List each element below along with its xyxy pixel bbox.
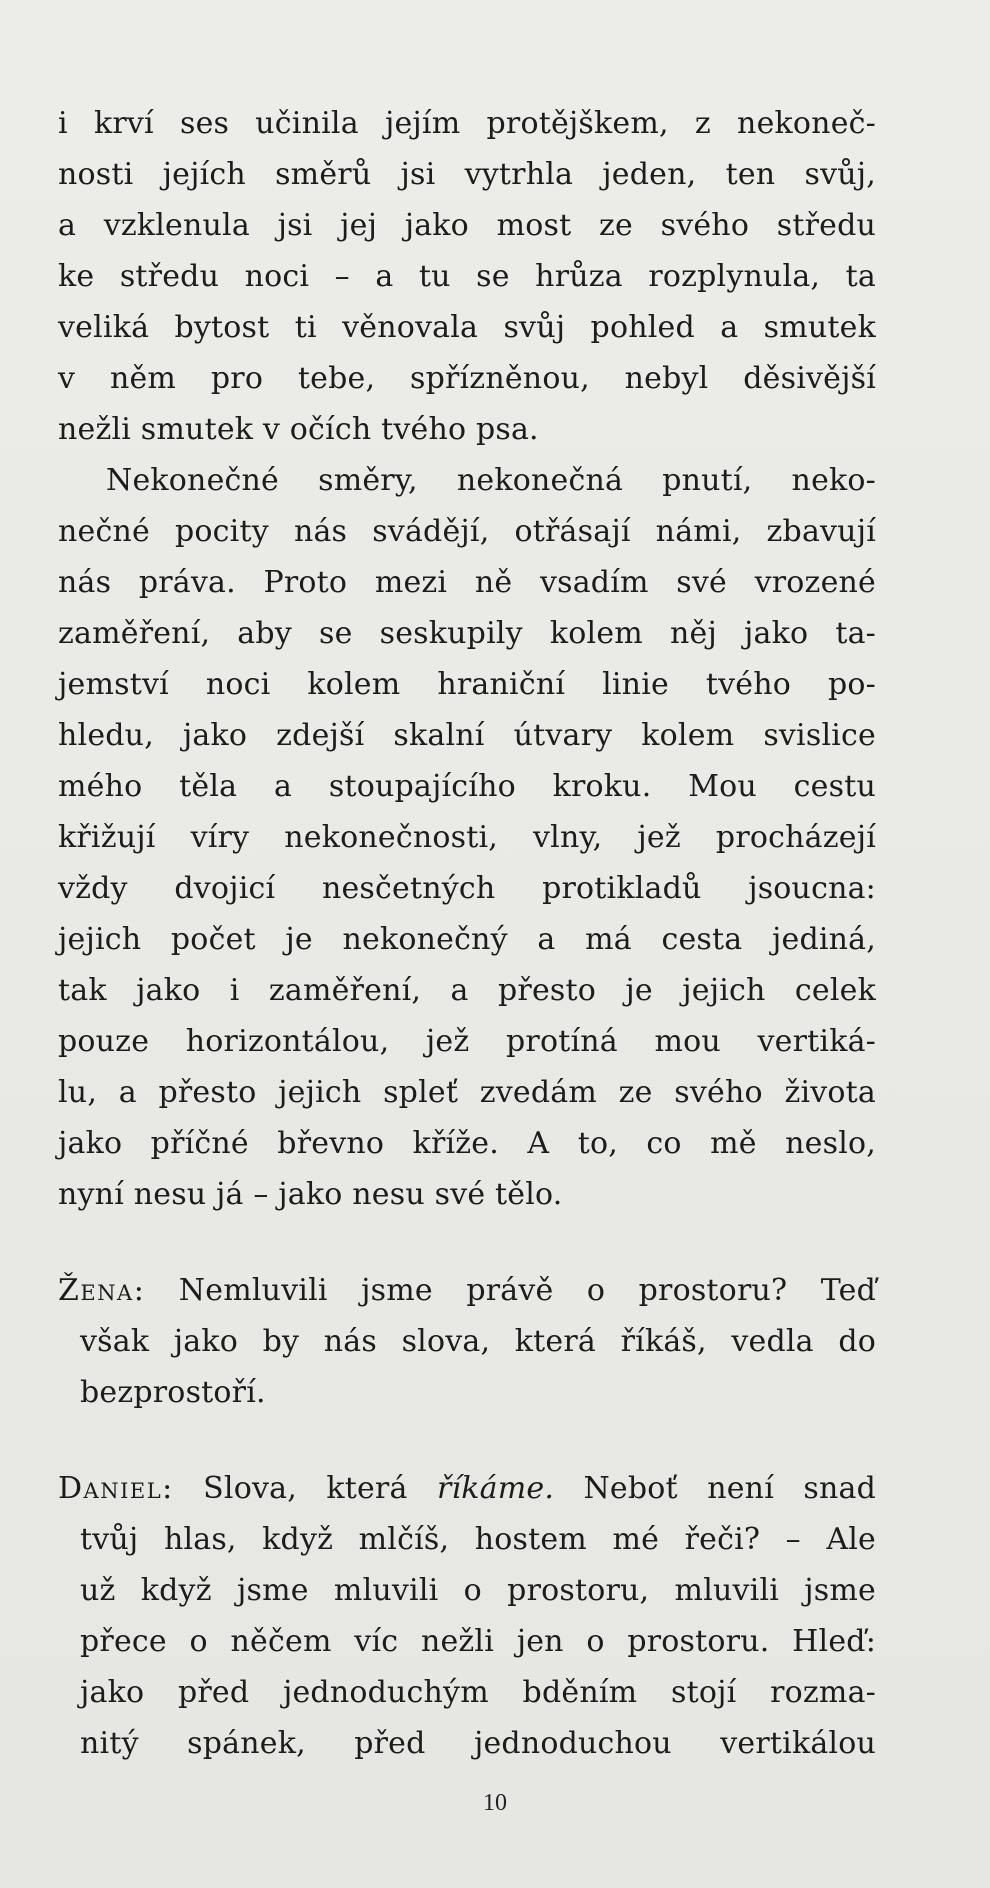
text-line: vždy dvojicí nesčetných protikladů jsoucna: xyxy=(58,871,876,906)
emphasized-word: říkáme. xyxy=(436,1471,555,1506)
paragraph-gap xyxy=(58,1418,876,1463)
dialogue-text: Nemluvili jsme právě o prostoru? Teď xyxy=(178,1273,876,1308)
speaker-name: Žena: xyxy=(58,1273,146,1308)
text-line: tak jako i zaměření, a přesto je jejich celek xyxy=(58,973,876,1008)
text-line: nečné pocity nás svádějí, otřásají námi, zbavují xyxy=(58,514,876,549)
dialogue-zena xyxy=(58,1265,876,1418)
dialogue-text: Slova, která xyxy=(203,1471,437,1506)
text-line: nitý spánek, před jednoduchou vertikálou xyxy=(80,1726,876,1761)
text-line: tvůj hlas, když mlčíš, hostem mé řeči? – Ale xyxy=(80,1522,876,1557)
text-line: mého těla a stoupajícího kroku. Mou cestu xyxy=(58,769,876,804)
text-line: lu, a přesto jejich spleť zvedám ze svého života xyxy=(58,1075,876,1110)
text-line: jako příčné břevno kříže. A to, co mě neslo, xyxy=(58,1126,876,1161)
text-line: ke středu noci – a tu se hrůza rozplynula, ta xyxy=(58,259,876,294)
text-line: v něm pro tebe, spřízněnou, nebyl děsivější xyxy=(58,361,876,396)
text-line: křižují víry nekonečnosti, vlny, jež procházejí xyxy=(58,820,876,855)
text-line: nežli smutek v očích tvého psa. xyxy=(58,412,539,447)
dialogue-text: Neboť není snad xyxy=(554,1471,876,1506)
text-line: jejich počet je nekonečný a má cesta jediná, xyxy=(58,922,876,957)
text-line: veliká bytost ti věnovala svůj pohled a smutek xyxy=(58,310,876,345)
text-line: přece o něčem víc nežli jen o prostoru. Hleď: xyxy=(80,1624,876,1659)
text-line: nás práva. Proto mezi ně vsadím své vrozené xyxy=(58,565,876,600)
text-line: Nekonečné směry, nekonečná pnutí, neko- xyxy=(106,463,876,498)
paragraph-1 xyxy=(58,98,876,455)
text-line: nosti jejích směrů jsi vytrhla jeden, ten svůj, xyxy=(58,157,876,192)
text-line: pouze horizontálou, jež protíná mou vertiká- xyxy=(58,1024,876,1059)
dialogue-first-line xyxy=(58,1463,876,1514)
dialogue-daniel xyxy=(58,1463,876,1769)
text-line: bezprostoří. xyxy=(80,1375,266,1410)
paragraph-2 xyxy=(58,455,876,1220)
speaker-name: Daniel: xyxy=(58,1471,174,1506)
text-line: jako před jednoduchým bděním stojí rozma- xyxy=(80,1675,876,1710)
text-line: zaměření, aby se seskupily kolem něj jako ta- xyxy=(58,616,876,651)
page-number: 10 xyxy=(483,1790,507,1816)
text-line: nyní nesu já – jako nesu své tělo. xyxy=(58,1177,563,1212)
text-line: jemství noci kolem hraniční linie tvého po- xyxy=(58,667,876,702)
text-line: však jako by nás slova, která říkáš, vedla do xyxy=(80,1324,876,1359)
book-page xyxy=(58,98,876,1769)
text-line: už když jsme mluvili o prostoru, mluvili jsme xyxy=(80,1573,876,1608)
paragraph-gap xyxy=(58,1220,876,1265)
dialogue-first-line xyxy=(58,1265,876,1316)
text-line: a vzklenula jsi jej jako most ze svého středu xyxy=(58,208,876,243)
text-line: hledu, jako zdejší skalní útvary kolem svislice xyxy=(58,718,876,753)
text-line: i krví ses učinila jejím protějškem, z nekoneč- xyxy=(58,106,876,141)
